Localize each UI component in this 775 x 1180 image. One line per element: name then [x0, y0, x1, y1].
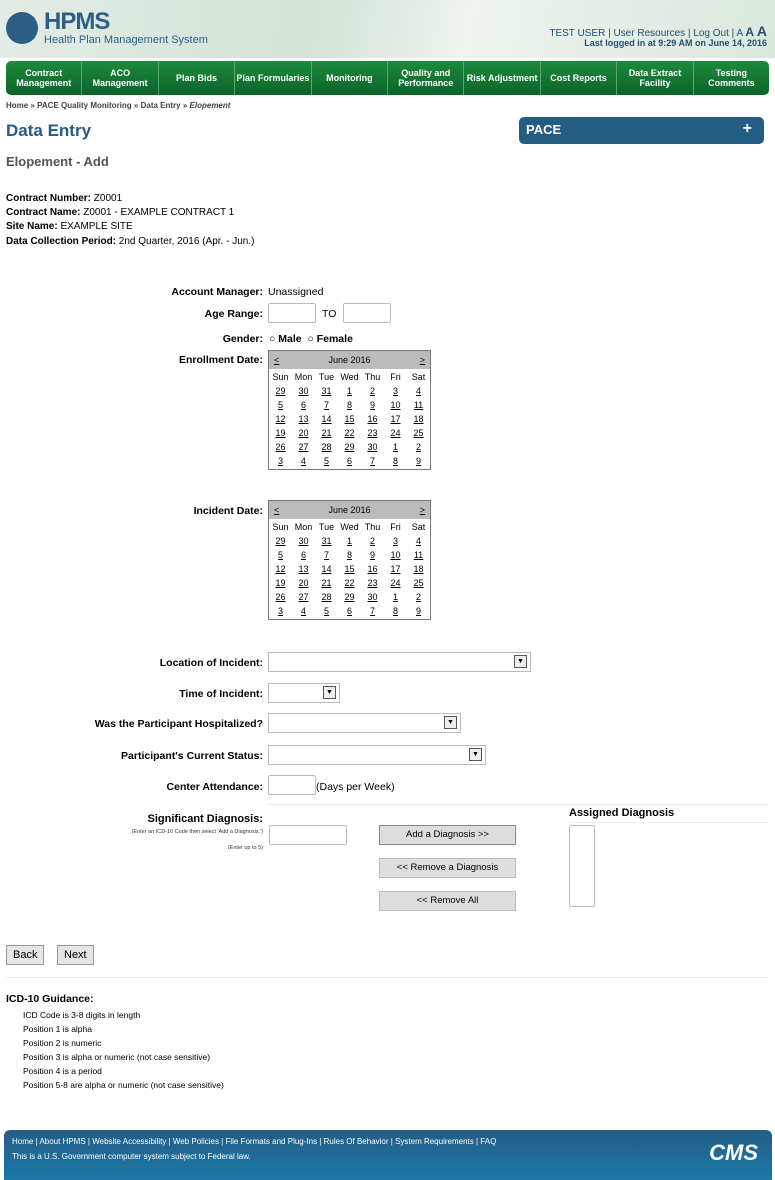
hospitalized-select[interactable]	[268, 713, 461, 733]
calendar-day[interactable]: 2	[369, 386, 375, 396]
age-range-label: Age Range:	[204, 308, 263, 320]
guidance-item: Position 4 is a period	[23, 1066, 102, 1076]
male-radio[interactable]: ○	[269, 333, 276, 345]
calendar-day[interactable]: 6	[300, 550, 306, 560]
calendar-day[interactable]: 6	[346, 456, 352, 466]
chevron-down-icon: ▼	[444, 716, 457, 729]
calendar-day[interactable]: 27	[298, 442, 309, 452]
pace-label: PACE	[526, 122, 562, 137]
weekday-label: Fri	[390, 372, 401, 382]
diagnosis-input[interactable]	[269, 825, 347, 845]
nav-plan-bids[interactable]: Plan Bids	[159, 61, 235, 95]
calendar-day[interactable]: 1	[346, 536, 352, 546]
gender-options	[269, 333, 353, 345]
calendar-day[interactable]: 15	[344, 414, 355, 424]
weekday-label: Mon	[294, 372, 313, 382]
calendar-day[interactable]: 8	[392, 606, 398, 616]
calendar-day[interactable]: 17	[390, 414, 401, 424]
calendar-day[interactable]: 22	[344, 578, 355, 588]
chevron-down-icon: ▼	[514, 655, 527, 668]
nav-testing-comments[interactable]: Testing Comments	[708, 68, 755, 88]
calendar-day[interactable]: 31	[321, 536, 332, 546]
calendar-day[interactable]: 7	[323, 550, 329, 560]
age-to-input[interactable]	[343, 303, 391, 323]
nav-plan-formularies[interactable]: Plan Formularies	[235, 61, 311, 95]
weekday-label: Tue	[318, 372, 335, 382]
calendar-day[interactable]: 1	[346, 386, 352, 396]
calendar-day[interactable]: 23	[367, 428, 378, 438]
calendar-day[interactable]: 4	[300, 456, 306, 466]
calendar-day[interactable]: 30	[367, 442, 378, 452]
calendar-day[interactable]: 8	[346, 400, 352, 410]
calendar-day[interactable]: 12	[275, 414, 286, 424]
cms-logo: CMS	[709, 1140, 758, 1165]
weekday-label: Mon	[294, 522, 313, 532]
calendar-day[interactable]: 26	[275, 592, 286, 602]
calendar-day[interactable]: 13	[298, 564, 309, 574]
footer-links: Home | About HPMS | Website Accessibility | Web Policies | File Formats and Plug-Ins | Rules Of Behavior | System Requirements | FAQ	[12, 1137, 497, 1146]
nav-contract-management[interactable]: Contract Management	[6, 61, 82, 95]
calendar-day[interactable]: 4	[300, 606, 306, 616]
weekday-label: Wed	[340, 522, 359, 532]
calendar-day[interactable]: 5	[323, 606, 329, 616]
calendar-day[interactable]: 29	[275, 536, 286, 546]
calendar-day[interactable]: 24	[390, 428, 401, 438]
guidance-item: Position 1 is alpha	[23, 1024, 92, 1034]
age-to-label: TO	[322, 308, 337, 320]
footer-link[interactable]: System Requirements	[395, 1137, 474, 1146]
guidance-item: Position 3 is alpha or numeric (not case sensitive)	[23, 1052, 211, 1062]
calendar-day[interactable]: 24	[390, 578, 401, 588]
guidance-item: Position 5-8 are alpha or numeric (not case sensitive)	[23, 1080, 224, 1090]
calendar-day[interactable]: 25	[413, 578, 424, 588]
calendar-header	[269, 351, 430, 369]
footer-link[interactable]: FAQ	[480, 1137, 497, 1146]
footer-link[interactable]: Home	[12, 1137, 34, 1146]
plus-icon[interactable]: +	[742, 120, 752, 137]
page-subtitle: Elopement - Add	[6, 154, 109, 169]
crumb-sep: »	[30, 101, 35, 110]
calendar-day[interactable]: 1	[392, 442, 398, 452]
time-select[interactable]	[268, 683, 340, 703]
pace-panel[interactable]	[519, 117, 764, 144]
breadcrumb	[6, 101, 230, 110]
footer-link[interactable]: Web Policies	[172, 1137, 219, 1146]
weekday-label: Sat	[411, 372, 426, 382]
male-label: Male	[278, 333, 302, 345]
calendar-day[interactable]: 2	[415, 442, 421, 452]
diagnosis-hint: (Enter an ICD-10 Code then select 'Add a Diagnosis.')	[131, 829, 263, 835]
calendar-day[interactable]: 5	[277, 400, 283, 410]
divider	[6, 977, 768, 978]
calendar-day[interactable]: 25	[413, 428, 424, 438]
font-large[interactable]: A	[756, 23, 767, 39]
next-month-button[interactable]: >	[419, 505, 425, 515]
calendar-day[interactable]: 19	[275, 578, 286, 588]
calendar-day[interactable]: 30	[367, 592, 378, 602]
crumb-pace[interactable]: PACE Quality Monitoring	[37, 101, 132, 110]
user-name: TEST USER	[549, 28, 606, 39]
site-name: Site Name: EXAMPLE SITE	[6, 221, 133, 232]
calendar-day[interactable]: 28	[321, 592, 332, 602]
calendar-day[interactable]: 9	[415, 606, 421, 616]
nav-quality-performance[interactable]: Quality and Performance	[388, 61, 464, 95]
user-resources-link[interactable]: User Resources	[613, 28, 686, 39]
status-label: Participant's Current Status:	[121, 750, 263, 762]
calendar-day[interactable]: 7	[369, 606, 375, 616]
calendar-day[interactable]: 9	[369, 550, 375, 560]
weekday-label: Tue	[318, 522, 335, 532]
crumb-current: Elopement	[189, 101, 231, 110]
calendar-day[interactable]: 8	[346, 550, 352, 560]
calendar-day[interactable]: 6	[346, 606, 352, 616]
footer-link[interactable]: About HPMS	[39, 1137, 86, 1146]
calendar-month: June 2016	[328, 355, 371, 365]
calendar-day[interactable]: 8	[392, 456, 398, 466]
calendar-day[interactable]: 31	[321, 386, 332, 396]
time-label: Time of Incident:	[179, 688, 263, 700]
calendar-day[interactable]: 12	[275, 564, 286, 574]
calendar-day[interactable]: 20	[298, 578, 309, 588]
calendar-month: June 2016	[328, 505, 371, 515]
hospitalized-label: Was the Participant Hospitalized?	[94, 718, 263, 730]
font-small[interactable]: A	[736, 28, 743, 39]
next-month-button[interactable]: >	[419, 355, 425, 365]
location-select[interactable]	[268, 652, 531, 672]
calendar-day[interactable]: 11	[413, 550, 424, 560]
divider	[569, 822, 768, 823]
weekday-label: Sun	[272, 372, 289, 382]
weekday-label: Wed	[340, 372, 359, 382]
calendar-day[interactable]: 4	[415, 386, 421, 396]
calendar-day[interactable]: 9	[415, 456, 421, 466]
calendar-day[interactable]: 9	[369, 400, 375, 410]
calendar-day[interactable]: 3	[277, 606, 283, 616]
nav-aco-management[interactable]: ACO Management	[82, 61, 158, 95]
crumb-data-entry[interactable]: Data Entry	[140, 101, 181, 110]
calendar-day[interactable]: 6	[300, 400, 306, 410]
calendar-day[interactable]: 7	[369, 456, 375, 466]
footer-notice: This is a U.S. Government computer system subject to Federal law.	[12, 1152, 251, 1161]
calendar-day[interactable]: 21	[321, 578, 332, 588]
weekday-label: Fri	[390, 522, 401, 532]
enrollment-date-label: Enrollment Date:	[178, 354, 263, 366]
calendar-day[interactable]: 14	[321, 414, 332, 424]
calendar-day[interactable]: 17	[390, 564, 401, 574]
incident-calendar	[268, 500, 431, 620]
incident-date-label: Incident Date:	[193, 505, 263, 517]
guidance-title: ICD-10 Guidance:	[6, 993, 94, 1005]
last-login: Last logged in at 9:29 AM on June 14, 2016	[584, 38, 767, 48]
calendar-day[interactable]: 27	[298, 592, 309, 602]
calendar-day[interactable]: 10	[390, 400, 401, 410]
calendar-day[interactable]: 2	[369, 536, 375, 546]
calendar-day[interactable]: 3	[277, 456, 283, 466]
main-nav	[6, 61, 769, 95]
back-button[interactable]: Back	[6, 945, 44, 965]
calendar-day[interactable]: 5	[323, 456, 329, 466]
guidance-item: ICD Code is 3-8 digits in length	[23, 1010, 141, 1020]
attendance-label: Center Attendance:	[166, 781, 263, 793]
enrollment-calendar	[268, 350, 431, 470]
calendar-day[interactable]: 2	[415, 592, 421, 602]
calendar-day[interactable]: 30	[298, 536, 309, 546]
calendar-day[interactable]: 14	[321, 564, 332, 574]
status-select[interactable]	[268, 745, 486, 765]
calendar-day[interactable]: 29	[344, 592, 355, 602]
remove-diagnosis-button[interactable]: << Remove a Diagnosis	[379, 858, 516, 878]
assigned-diagnosis-label: Assigned Diagnosis	[569, 807, 675, 819]
add-diagnosis-button[interactable]: Add a Diagnosis >>	[379, 825, 516, 845]
contract-name: Contract Name: Z0001 - EXAMPLE CONTRACT 1	[6, 207, 235, 218]
calendar-day[interactable]: 28	[321, 442, 332, 452]
nav-risk-adjustment[interactable]: Risk Adjustment	[464, 61, 540, 95]
calendar-day[interactable]: 1	[392, 592, 398, 602]
calendar-day[interactable]: 21	[321, 428, 332, 438]
nav-cost-reports[interactable]: Cost Reports	[541, 61, 617, 95]
guidance-list	[23, 1008, 224, 1092]
calendar-day[interactable]: 4	[415, 536, 421, 546]
data-period: Data Collection Period: 2nd Quarter, 2016 (Apr. - Jun.)	[6, 236, 255, 247]
location-label: Location of Incident:	[159, 657, 263, 669]
calendar-day[interactable]: 16	[367, 564, 378, 574]
calendar-day[interactable]: 20	[298, 428, 309, 438]
guidance-item: Position 2 is numeric	[23, 1038, 102, 1048]
chevron-down-icon: ▼	[469, 748, 482, 761]
divider	[268, 804, 768, 805]
weekday-label: Thu	[364, 372, 381, 382]
calendar-day[interactable]: 5	[277, 550, 283, 560]
calendar-day[interactable]: 11	[413, 400, 424, 410]
calendar-header	[269, 501, 430, 519]
calendar-day[interactable]: 7	[323, 400, 329, 410]
calendar-day[interactable]: 22	[344, 428, 355, 438]
calendar-day[interactable]: 29	[275, 386, 286, 396]
calendar-day[interactable]: 19	[275, 428, 286, 438]
hpms-logo-icon	[6, 12, 38, 44]
weekday-label: Thu	[364, 522, 381, 532]
calendar-day[interactable]: 3	[392, 536, 398, 546]
attendance-input[interactable]	[268, 775, 316, 795]
prev-month-button[interactable]: <	[274, 355, 280, 365]
calendar-day[interactable]: 15	[344, 564, 355, 574]
user-links: TEST USER | User Resources | Log Out | A A A	[549, 23, 767, 39]
age-from-input[interactable]	[268, 303, 316, 323]
weekday-label: Sat	[411, 522, 426, 532]
nav-data-extract[interactable]: Data Extract Facility	[617, 61, 693, 95]
female-label: Female	[316, 333, 353, 345]
attendance-unit: (Days per Week)	[316, 781, 395, 793]
gender-label: Gender:	[222, 333, 263, 345]
female-radio[interactable]: ○	[307, 333, 314, 345]
footer-link[interactable]: File Formats and Plug-Ins	[225, 1137, 318, 1146]
logo-subtitle: Health Plan Management System	[44, 34, 208, 46]
assigned-diagnosis-list[interactable]	[569, 825, 595, 907]
account-manager-value: Unassigned	[268, 286, 324, 298]
logout-link[interactable]: Log Out	[693, 28, 729, 39]
calendar-day[interactable]: 10	[390, 550, 401, 560]
diagnosis-label: Significant Diagnosis:	[147, 813, 263, 825]
remove-all-button[interactable]: << Remove All	[379, 891, 516, 911]
next-button[interactable]: Next	[57, 945, 94, 965]
diagnosis-limit: (Enter up to 5)	[227, 845, 263, 851]
calendar-day[interactable]: 29	[344, 442, 355, 452]
prev-month-button[interactable]: <	[274, 505, 280, 515]
calendar-day[interactable]: 23	[367, 578, 378, 588]
crumb-sep: »	[133, 101, 139, 110]
font-medium[interactable]: A	[745, 25, 755, 39]
page-title: Data Entry	[6, 121, 92, 140]
logo-title: HPMS	[44, 8, 110, 35]
footer	[4, 1130, 772, 1180]
calendar-day[interactable]: 3	[392, 386, 398, 396]
crumb-sep: »	[182, 101, 188, 110]
calendar-day[interactable]: 13	[298, 414, 309, 424]
contract-number: Contract Number: Z0001	[6, 193, 123, 204]
calendar-day[interactable]: 18	[413, 564, 424, 574]
account-manager-label: Account Manager:	[171, 286, 263, 298]
calendar-day[interactable]: 16	[367, 414, 378, 424]
nav-monitoring[interactable]: Monitoring	[312, 61, 388, 95]
calendar-day[interactable]: 18	[413, 414, 424, 424]
weekday-label: Sun	[272, 522, 289, 532]
chevron-down-icon: ▼	[323, 686, 336, 699]
footer-link[interactable]: Rules Of Behavior	[323, 1137, 389, 1146]
footer-link[interactable]: Website Accessibility	[92, 1137, 167, 1146]
crumb-home[interactable]: Home	[6, 101, 29, 110]
calendar-day[interactable]: 26	[275, 442, 286, 452]
calendar-day[interactable]: 30	[298, 386, 309, 396]
